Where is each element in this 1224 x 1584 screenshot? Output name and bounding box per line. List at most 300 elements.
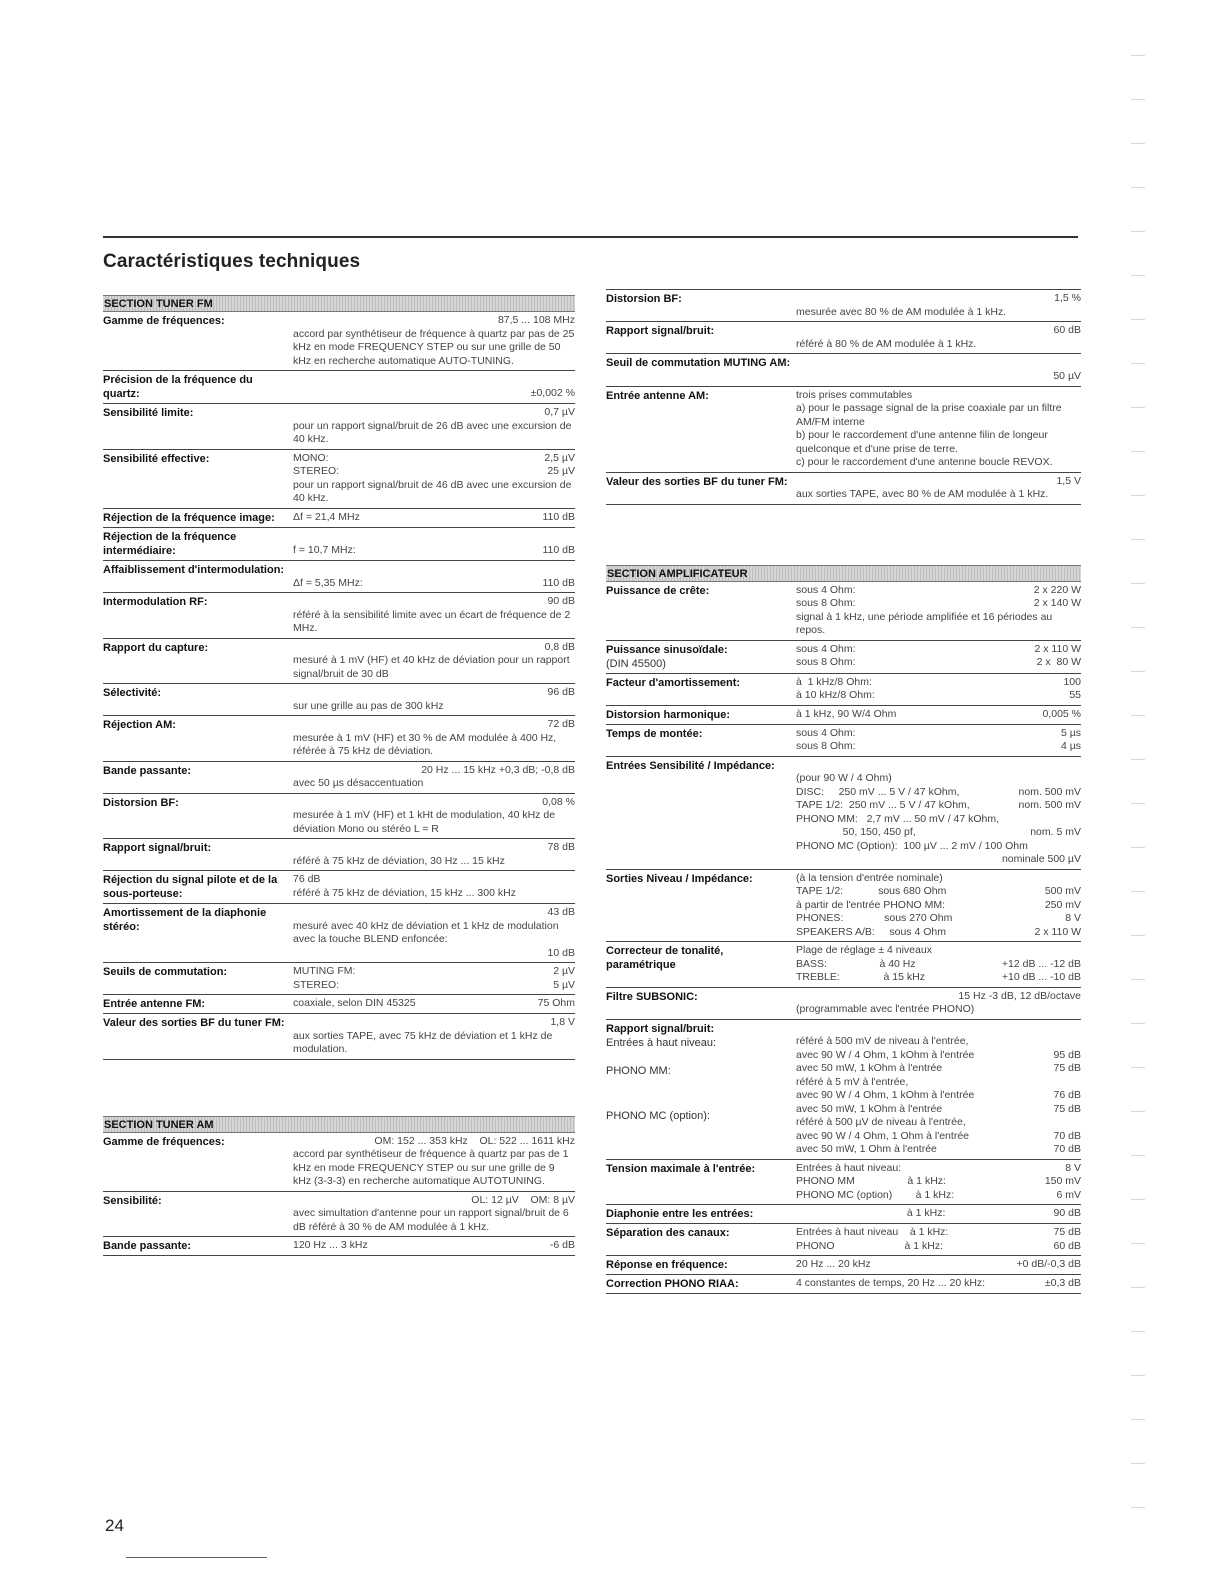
- spec-label: [606, 1258, 796, 1272]
- spec-line: [796, 826, 1081, 840]
- spec-text: mesurée avec 80 % de AM modulée à 1 kHz.: [796, 305, 1007, 318]
- spec-value: 4 µs: [1060, 740, 1081, 752]
- spec-condition: 4 constantes de temps, 20 Hz ... 20 kHz:: [796, 1277, 986, 1289]
- margin-ticks: [1131, 55, 1145, 1535]
- spec-line: [796, 1189, 1081, 1203]
- spec-row: [103, 404, 575, 450]
- spec-sublabel: PHONO MM:: [606, 1064, 671, 1077]
- spec-line: [293, 452, 575, 466]
- spec-content: [293, 686, 575, 713]
- spec-line: [796, 1226, 1081, 1240]
- margin-tick: [1131, 979, 1145, 980]
- spec-content: [293, 906, 575, 960]
- spec-row: [606, 289, 1081, 322]
- spec-content: [796, 1162, 1081, 1203]
- top-rule: [103, 236, 1078, 238]
- spec-line: [293, 873, 575, 887]
- spec-label: [606, 990, 796, 1017]
- section-amplifier: [606, 565, 1081, 1295]
- spec-value: 72 dB: [547, 718, 575, 730]
- margin-tick: [1131, 1023, 1145, 1024]
- spec-line: [293, 406, 575, 420]
- spec-label: [103, 373, 293, 401]
- spec-label-text: Temps de montée:: [606, 727, 703, 740]
- section-tuner-fm: [103, 295, 575, 1060]
- spec-value: 15 Hz -3 dB, 12 dB/octave: [958, 989, 1081, 1002]
- spec-content: [293, 314, 575, 368]
- spec-label-text: Entrée antenne AM:: [606, 389, 709, 402]
- spec-condition: BASS: à 40 Hz: [796, 957, 916, 970]
- spec-condition: PHONO à 1 kHz:: [796, 1239, 944, 1252]
- spec-row: [606, 473, 1081, 505]
- spec-text: accord par synthétiseur de fréquence à quartz par pas de 25 kHz en mode FREQUENCY STEP ou sur une grille de 50 kHz en recherche automatique AUTO-TUNING.: [293, 327, 575, 367]
- spec-condition: TREBLE: à 15 kHz: [796, 971, 925, 983]
- spec-value: 50 µV: [1053, 370, 1081, 382]
- spec-line: [796, 708, 1081, 722]
- spec-row: [606, 988, 1081, 1020]
- spec-condition: à 1 kHz, 90 W/4 Ohm: [796, 707, 897, 720]
- spec-value: 0,08 %: [542, 795, 575, 808]
- spec-label-text: Séparation des canaux:: [606, 1227, 730, 1239]
- spec-value: 0,005 %: [1042, 707, 1081, 720]
- spec-text: avec simultation d'antenne pour un rapport signal/bruit de 6 dB référé à 30 % de AM modulée à 1 kHz.: [293, 1207, 569, 1233]
- spec-value: OL: 12 µV OM: 8 µV: [471, 1193, 575, 1206]
- spec-content: [796, 759, 1081, 867]
- spec-condition: avec 50 mW, 1 Ohm à l'entrée: [796, 1143, 937, 1155]
- spec-line: [796, 1175, 1081, 1189]
- spec-label-text: Sélectivité:: [103, 687, 162, 699]
- spec-condition: Δf = 5,35 MHz:: [293, 576, 363, 589]
- margin-tick: [1131, 231, 1145, 232]
- spec-label: [606, 475, 796, 502]
- spec-label-text: Rapport signal/bruit:: [606, 1022, 715, 1035]
- spec-line: [796, 740, 1081, 754]
- spec-line: [796, 853, 1081, 867]
- spec-label: [606, 356, 796, 384]
- spec-label: [606, 944, 796, 985]
- spec-row: [103, 371, 575, 404]
- spec-value: 250 mV: [1044, 898, 1081, 911]
- spec-text: aux sorties TAPE, avec 80 % de AM modulée à 1 kHz.: [796, 488, 1049, 500]
- spec-content: [293, 452, 575, 506]
- spec-label: [103, 1135, 293, 1189]
- spec-row: [103, 794, 575, 840]
- spec-label: [103, 511, 293, 525]
- spec-value: 110 dB: [542, 543, 575, 556]
- spec-label-text: Gamme de fréquences:: [103, 315, 225, 327]
- spec-label: [103, 965, 293, 992]
- spec-condition: avec 50 mW, 1 kOhm à l'entrée: [796, 1102, 943, 1115]
- spec-row: [103, 1133, 575, 1192]
- spec-line: [796, 1103, 1081, 1117]
- spec-label: [103, 406, 293, 447]
- margin-tick: [1131, 583, 1145, 584]
- spec-row: [103, 561, 575, 594]
- spec-content: [796, 708, 1081, 722]
- spec-label-text: Distorsion harmonique:: [606, 708, 731, 721]
- spec-label: [103, 595, 293, 636]
- margin-tick: [1131, 143, 1145, 144]
- spec-label-text: Amortissement de la diaphonie stéréo:: [103, 907, 267, 933]
- margin-tick: [1131, 803, 1145, 804]
- spec-row: [103, 963, 575, 995]
- spec-value: 20 Hz ... 15 kHz +0,3 dB; -0,8 dB: [421, 763, 575, 776]
- spec-value: 0,7 µV: [544, 406, 575, 418]
- spec-value: 2 x 140 W: [1033, 597, 1081, 609]
- spec-content: [293, 641, 575, 682]
- spec-row: [606, 1275, 1081, 1294]
- spec-line: [293, 1135, 575, 1149]
- spec-label: [103, 314, 293, 368]
- spec-label: [103, 796, 293, 837]
- spec-value: 150 mV: [1044, 1175, 1081, 1187]
- spec-condition: DISC: 250 mV ... 5 V / 47 kOhm,: [796, 785, 960, 798]
- spec-line: [293, 841, 575, 855]
- spec-value: 2 x 110 W: [1034, 925, 1081, 938]
- spec-condition: 76 dB: [293, 873, 321, 885]
- spec-row: [103, 312, 575, 371]
- spec-label: [606, 1162, 796, 1203]
- spec-line: [293, 718, 575, 732]
- spec-line: [796, 799, 1081, 813]
- spec-content: [796, 990, 1081, 1017]
- spec-line: [293, 979, 575, 993]
- spec-sublabel: PHONO MC (option):: [606, 1109, 710, 1122]
- spec-value: 60 dB: [1053, 324, 1081, 336]
- margin-tick: [1131, 99, 1145, 100]
- spec-content: [293, 841, 575, 868]
- spec-line: [293, 796, 575, 810]
- spec-label-text: Valeur des sorties BF du tuner FM:: [606, 475, 788, 488]
- margin-tick: [1131, 275, 1145, 276]
- spec-condition: Entrées à haut niveau à 1 kHz:: [796, 1226, 949, 1238]
- section-tuner-am-continued: [606, 289, 1081, 505]
- spec-content: [293, 595, 575, 636]
- spec-label-text: Sorties Niveau / Impédance:: [606, 872, 753, 885]
- spec-line: [293, 947, 575, 961]
- spec-label-text: Réjection de la fréquence image:: [103, 511, 275, 524]
- spec-content: [796, 872, 1081, 940]
- spec-value: 110 dB: [542, 510, 575, 523]
- spec-label-text: Réjection de la fréquence intermédiaire:: [103, 530, 237, 557]
- spec-label: [103, 563, 293, 591]
- spec-line: [796, 1207, 1081, 1221]
- spec-label-text: Seuils de commutation:: [103, 966, 228, 978]
- spec-row: [606, 354, 1081, 387]
- margin-tick: [1131, 451, 1145, 452]
- spec-row: [103, 995, 575, 1014]
- spec-condition: PHONES: sous 270 Ohm: [796, 912, 953, 924]
- spec-row: [103, 684, 575, 716]
- spec-label: [103, 1194, 293, 1235]
- spec-value: 70 dB: [1053, 1129, 1081, 1142]
- spec-value: 5 µs: [1060, 726, 1081, 739]
- spec-condition: sous 4 Ohm:: [796, 642, 856, 655]
- spec-label-text: Sensibilité:: [103, 1194, 162, 1207]
- spec-line: [796, 971, 1081, 985]
- spec-text: référé à 5 mV à l'entrée,: [796, 1075, 909, 1088]
- spec-label-text: Rapport signal/bruit:: [606, 325, 715, 337]
- spec-line: [796, 727, 1081, 741]
- spec-label: [606, 643, 796, 671]
- spec-row: [606, 387, 1081, 473]
- spec-label: [606, 676, 796, 703]
- spec-line: [796, 958, 1081, 972]
- spec-row: [103, 716, 575, 762]
- spec-value: 25 µV: [547, 465, 575, 477]
- spec-value: 87,5 ... 108 MHz: [497, 314, 575, 326]
- spec-text: accord par synthétiseur de fréquence à quartz par pas de 1 kHz en mode FREQUENCY STEP ou sur une grille de 9 kHz (3-3-3) en recherche automatique AUTOTUNING.: [293, 1148, 569, 1187]
- spec-condition: TAPE 1/2: 250 mV ... 5 V / 47 kOhm,: [796, 799, 970, 811]
- spec-condition: sous 8 Ohm:: [796, 597, 856, 609]
- spec-content: [796, 356, 1081, 384]
- spec-content: [293, 965, 575, 992]
- spec-line: [796, 676, 1081, 690]
- spec-line: [796, 475, 1081, 489]
- spec-condition: avec 50 mW, 1 kOhm à l'entrée: [796, 1062, 943, 1074]
- spec-text: aux sorties TAPE, avec 75 kHz de déviation et 1 kHz de modulation.: [293, 1029, 553, 1055]
- spec-text: a) pour le passage signal de la prise coaxiale par un filtre AM/FM interne: [796, 402, 1062, 428]
- spec-content: [796, 643, 1081, 671]
- spec-line: [293, 314, 575, 328]
- spec-label-text: Correction PHONO RIAA:: [606, 1278, 739, 1290]
- spec-content: [796, 584, 1081, 638]
- spec-value: 76 dB: [1053, 1089, 1081, 1101]
- spec-value: 100: [1063, 675, 1081, 688]
- spec-text: mesurée à 1 mV (HF) et 1 kHt de modulation, 40 kHz de déviation Mono ou stéréo L = R: [293, 809, 556, 835]
- spec-row: [103, 1237, 575, 1256]
- spec-line: [293, 1239, 575, 1253]
- spec-line: [293, 906, 575, 920]
- margin-tick: [1131, 935, 1145, 936]
- page-title: Caractéristiques techniques: [103, 251, 361, 272]
- margin-tick: [1131, 671, 1145, 672]
- spec-line: [796, 885, 1081, 899]
- spec-value: 1,8 V: [550, 1016, 575, 1028]
- spec-content: [293, 764, 575, 791]
- spec-line: [796, 324, 1081, 338]
- spec-line: [796, 840, 1081, 854]
- spec-value: 96 dB: [547, 686, 575, 698]
- spec-text: b) pour le raccordement d'une antenne filin de longeur quelconque et d'une prise de terre.: [796, 429, 1048, 455]
- spec-text: [796, 1022, 1081, 1036]
- spec-value: 5 µV: [553, 978, 575, 991]
- spec-label: [606, 708, 796, 722]
- spec-line: [796, 912, 1081, 926]
- spec-condition: sous 8 Ohm:: [796, 740, 856, 752]
- spec-content: [796, 1022, 1081, 1157]
- spec-value: nom. 500 mV: [1018, 799, 1081, 811]
- spec-condition: à 1 kHz:: [796, 1207, 946, 1219]
- margin-tick: [1131, 495, 1145, 496]
- spec-label-text: Diaphonie entre les entrées:: [606, 1208, 754, 1220]
- spec-line: [796, 1049, 1081, 1063]
- spec-value: 10 dB: [547, 946, 575, 959]
- spec-line: [796, 584, 1081, 598]
- spec-value: 2 µV: [553, 965, 575, 977]
- spec-value: 1,5 %: [1054, 292, 1081, 304]
- spec-value: 2 x 80 W: [1036, 656, 1081, 668]
- spec-value: +0 dB/-0,3 dB: [1016, 1258, 1081, 1270]
- spec-sublabel: (DIN 45500): [606, 657, 666, 670]
- spec-label: [606, 1226, 796, 1253]
- spec-text: (programmable avec l'entrée PHONO): [796, 1003, 975, 1015]
- margin-tick: [1131, 715, 1145, 716]
- spec-label: [606, 1022, 796, 1157]
- spec-text: mesuré avec 40 kHz de déviation et 1 kHz de modulation avec la touche BLEND enfoncée:: [293, 919, 559, 945]
- spec-line: [293, 764, 575, 778]
- spec-label: [103, 873, 293, 901]
- spec-text: [796, 759, 1081, 773]
- spec-row: [103, 593, 575, 639]
- spec-label: [606, 584, 796, 638]
- spec-value: 2 x 110 W: [1034, 642, 1081, 655]
- spec-content: [796, 475, 1081, 502]
- spec-text: sur une grille au pas de 300 kHz: [293, 699, 444, 712]
- spec-content: [293, 718, 575, 759]
- spec-label-text: Gamme de fréquences:: [103, 1135, 225, 1148]
- bottom-decorative-rule: [126, 1557, 267, 1558]
- spec-line: [796, 1277, 1081, 1291]
- spec-label: [606, 727, 796, 754]
- margin-tick: [1131, 1111, 1145, 1112]
- spec-content: [796, 324, 1081, 351]
- spec-content: [796, 1258, 1081, 1272]
- spec-label-text: Rapport signal/bruit:: [103, 842, 212, 854]
- spec-content: [796, 676, 1081, 703]
- spec-text: mesurée à 1 mV (HF) et 30 % de AM modulée à 400 Hz, référée à 75 kHz de déviation.: [293, 731, 557, 757]
- spec-value: 78 dB: [547, 841, 575, 853]
- spec-line: [796, 643, 1081, 657]
- spec-line: [293, 511, 575, 525]
- spec-line: [293, 641, 575, 655]
- spec-condition: Δf = 21,4 MHz: [293, 510, 360, 523]
- spec-condition: avec 90 W / 4 Ohm, 1 kOhm à l'entrée: [796, 1089, 975, 1101]
- spec-condition: à partir de l'entrée PHONO MM:: [796, 898, 946, 911]
- spec-label-text: Filtre SUBSONIC:: [606, 990, 698, 1003]
- spec-line: [796, 1089, 1081, 1103]
- spec-row: [606, 1020, 1081, 1160]
- spec-label-text: Réponse en fréquence:: [606, 1259, 728, 1271]
- spec-label: [103, 641, 293, 682]
- spec-row: [606, 725, 1081, 757]
- spec-value: 1,5 V: [1056, 474, 1081, 487]
- spec-line: [796, 1258, 1081, 1272]
- spec-label-text: Intermodulation RF:: [103, 596, 208, 608]
- spec-content: [293, 873, 575, 901]
- spec-row: [103, 839, 575, 871]
- spec-value: 75 dB: [1053, 1062, 1081, 1074]
- spec-row: [606, 1224, 1081, 1256]
- spec-condition: avec 90 W / 4 Ohm, 1 kOhm à l'entrée: [796, 1048, 975, 1061]
- spec-label: [103, 1016, 293, 1057]
- spec-value: 500 mV: [1044, 885, 1081, 897]
- spec-row: [606, 641, 1081, 674]
- spec-label: [606, 292, 796, 319]
- spec-value: +12 dB ... -12 dB: [1001, 957, 1081, 970]
- margin-tick: [1131, 1199, 1145, 1200]
- spec-row: [606, 1205, 1081, 1224]
- spec-content: [796, 1207, 1081, 1221]
- spec-label-text: Entrée antenne FM:: [103, 998, 206, 1010]
- spec-line: [293, 1016, 575, 1030]
- spec-value: 75 dB: [1053, 1102, 1081, 1115]
- spec-value: nom. 5 mV: [1030, 826, 1081, 838]
- spec-value: 0,8 dB: [544, 640, 575, 653]
- spec-text: (pour 90 W / 4 Ohm): [796, 772, 892, 784]
- margin-tick: [1131, 1419, 1145, 1420]
- spec-condition: PHONO MC (Option): 100 µV ... 2 mV / 100 Ohm: [796, 839, 1028, 852]
- spec-label-text: Tension maximale à l'entrée:: [606, 1162, 756, 1175]
- spec-content: [293, 373, 575, 401]
- margin-tick: [1131, 1067, 1145, 1068]
- spec-row: [606, 582, 1081, 641]
- spec-condition: Entrées à haut niveau:: [796, 1161, 902, 1174]
- spec-condition: MUTING FM:: [293, 965, 356, 977]
- spec-label: [103, 686, 293, 713]
- spec-label: [103, 1239, 293, 1253]
- spec-value: 90 dB: [547, 595, 575, 607]
- spec-value: 75 Ohm: [537, 997, 575, 1009]
- spec-label-text: Sensibilité limite:: [103, 407, 194, 419]
- spec-value: 2,5 µV: [544, 451, 575, 464]
- spec-label: [606, 1277, 796, 1291]
- spec-row: [103, 904, 575, 963]
- spec-row: [103, 762, 575, 794]
- spec-label-text: Seuil de commutation MUTING AM:: [606, 357, 791, 369]
- spec-text: référé à 80 % de AM modulée à 1 kHz.: [796, 337, 977, 350]
- spec-condition: sous 8 Ohm:: [796, 656, 856, 668]
- spec-content: [293, 1016, 575, 1057]
- margin-tick: [1131, 1155, 1145, 1156]
- spec-condition: à 1 kHz/8 Ohm:: [796, 675, 872, 688]
- spec-line: [796, 370, 1081, 384]
- spec-value: -6 dB: [549, 1239, 575, 1251]
- spec-text: trois prises commutables: [796, 388, 913, 401]
- margin-tick: [1131, 407, 1145, 408]
- margin-tick: [1131, 187, 1145, 188]
- margin-tick: [1131, 759, 1145, 760]
- spec-value: 110 dB: [542, 576, 575, 589]
- spec-content: [293, 406, 575, 447]
- spec-label-text: Puissance sinusoïdale:: [606, 643, 728, 656]
- spec-line: [293, 595, 575, 609]
- spec-line: [293, 965, 575, 979]
- section-header-amplifier: SECTION AMPLIFICATEUR: [606, 565, 1081, 582]
- spec-label: [103, 997, 293, 1011]
- right-column: [606, 289, 1081, 1294]
- spec-label: [103, 452, 293, 506]
- spec-row: [606, 322, 1081, 354]
- spec-line: [796, 1162, 1081, 1176]
- spec-condition: PHONO MM: 2,7 mV ... 50 mV / 47 kOhm,: [796, 812, 1000, 825]
- spec-row: [606, 870, 1081, 943]
- spec-label: [103, 906, 293, 960]
- spec-text: référé à la sensibilité limite avec un écart de fréquence de 2 MHz.: [293, 608, 571, 634]
- spec-condition: PHONO MC (option) à 1 kHz:: [796, 1188, 955, 1201]
- spec-label-text: Réjection AM:: [103, 719, 176, 731]
- spec-value: OM: 152 ... 353 kHz OL: 522 ... 1611 kHz: [374, 1134, 575, 1147]
- spec-value: 60 dB: [1053, 1239, 1081, 1252]
- spec-line: [796, 656, 1081, 670]
- spec-row: [103, 528, 575, 561]
- spec-content: [796, 1277, 1081, 1291]
- spec-value: nom. 500 mV: [1018, 785, 1081, 798]
- margin-tick: [1131, 1375, 1145, 1376]
- margin-tick: [1131, 1243, 1145, 1244]
- spec-condition: MONO:: [293, 451, 329, 464]
- spec-line: [796, 899, 1081, 913]
